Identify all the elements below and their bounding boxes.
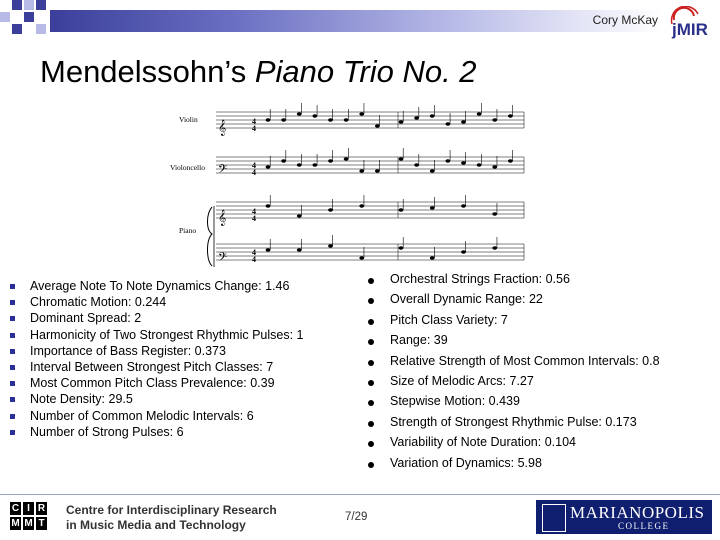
svg-text:4: 4 — [252, 214, 256, 223]
logo-letter: M — [11, 518, 20, 529]
feature-text: Relative Strength of Most Common Intervals: 0.8 — [390, 353, 660, 368]
list-item — [10, 392, 304, 408]
feature-text: Orchestral Strings Fraction: 0.56 — [390, 272, 570, 286]
round-bullet-icon — [368, 441, 374, 447]
round-bullet-icon — [368, 319, 374, 325]
round-bullet-icon — [368, 339, 374, 345]
square-bullet-icon — [10, 430, 15, 435]
feature-text: Pitch Class Variety: 7 — [390, 312, 508, 327]
crest-icon — [542, 504, 566, 532]
feature-text: Size of Melodic Arcs: 7.27 — [390, 373, 534, 388]
feature-text: Variability of Note Duration: 0.104 — [390, 435, 576, 450]
round-bullet-icon — [368, 380, 374, 386]
decor-square — [36, 24, 46, 34]
list-item — [368, 415, 660, 435]
features-left-list — [10, 279, 304, 441]
round-bullet-icon — [368, 421, 374, 427]
list-item — [10, 360, 304, 376]
college-sub: COLLEGE — [618, 521, 670, 531]
list-item — [10, 409, 304, 425]
jmir-logo — [668, 6, 716, 40]
college-name: MARIANOPOLIS — [570, 503, 705, 522]
cirmmt-line2: in Music Media and Technology — [66, 518, 246, 532]
list-item — [10, 425, 304, 441]
square-bullet-icon — [10, 316, 15, 321]
cirmmt-logo — [10, 502, 60, 532]
feature-text: Note Density: 29.5 — [30, 392, 133, 407]
feature-text: Importance of Bass Register: 0.373 — [30, 343, 226, 358]
title-plain: Mendelssohn’s — [40, 54, 255, 89]
square-bullet-icon — [10, 333, 15, 338]
svg-text:4: 4 — [252, 124, 256, 133]
list-item — [368, 374, 660, 394]
square-bullet-icon — [10, 397, 15, 402]
features-right-list — [368, 272, 660, 476]
square-bullet-icon — [10, 381, 15, 386]
logo-text: jMIR — [672, 20, 708, 39]
decor-square — [36, 0, 46, 10]
list-item — [10, 311, 304, 327]
music-score-image — [168, 102, 528, 274]
footer-divider — [0, 494, 720, 495]
decor-square — [12, 0, 22, 10]
feature-text: Number of Strong Pulses: 6 — [30, 424, 184, 439]
decor-square — [24, 0, 34, 10]
decor-square — [24, 12, 34, 22]
round-bullet-icon — [368, 400, 374, 406]
list-item — [368, 435, 660, 455]
list-item — [10, 328, 304, 344]
list-item — [368, 292, 660, 312]
square-bullet-icon — [10, 300, 15, 305]
title-italic: Piano Trio No. 2 — [254, 54, 477, 89]
header-bar — [0, 0, 720, 48]
header-gradient-bar — [50, 10, 662, 32]
instrument-label-violin: Violin — [179, 115, 198, 124]
svg-text:𝄞: 𝄞 — [218, 120, 227, 136]
feature-text: Dominant Spread: 2 — [30, 311, 142, 326]
feature-text: Harmonicity of Two Strongest Rhythmic Pulses: 1 — [30, 327, 304, 342]
round-bullet-icon — [368, 462, 374, 468]
list-item — [10, 376, 304, 392]
square-bullet-icon — [10, 365, 15, 370]
cirmmt-line1: Centre for Interdisciplinary Research — [66, 503, 277, 517]
logo-letter: R — [37, 503, 46, 514]
list-item — [10, 344, 304, 360]
list-item — [368, 354, 660, 374]
logo-letter: C — [11, 503, 20, 514]
marianopolis-logo — [536, 500, 712, 534]
feature-text: Range: 39 — [390, 333, 448, 348]
square-bullet-icon — [10, 349, 15, 354]
feature-text: Strength of Strongest Rhythmic Pulse: 0.173 — [390, 414, 637, 429]
svg-text:4: 4 — [252, 168, 256, 177]
feature-text: Interval Between Strongest Pitch Classes: 7 — [30, 359, 274, 374]
round-bullet-icon — [368, 278, 374, 284]
feature-text: Chromatic Motion: 0.244 — [30, 295, 167, 310]
svg-text:4: 4 — [252, 248, 256, 257]
instrument-label-cello: Violoncello — [170, 163, 205, 172]
svg-text:4: 4 — [252, 161, 256, 170]
svg-text:4: 4 — [252, 255, 256, 264]
svg-text:𝄞: 𝄞 — [218, 210, 227, 226]
svg-text:4: 4 — [252, 117, 256, 126]
logo-letter: T — [36, 517, 47, 530]
feature-text: Variation of Dynamics: 5.98 — [390, 455, 542, 470]
instrument-label-piano: Piano — [179, 226, 197, 235]
feature-text: Average Note To Note Dynamics Change: 1.46 — [30, 279, 290, 293]
round-bullet-icon — [368, 360, 374, 366]
list-item — [10, 295, 304, 311]
list-item — [368, 333, 660, 353]
feature-text: Number of Common Melodic Intervals: 6 — [30, 408, 254, 423]
square-bullet-icon — [10, 414, 15, 419]
list-item — [368, 394, 660, 414]
svg-text:𝄢: 𝄢 — [218, 163, 228, 179]
feature-text: Stepwise Motion: 0.439 — [390, 394, 520, 409]
round-bullet-icon — [368, 298, 374, 304]
jmir-logo-icon — [668, 6, 716, 40]
author-label: Cory McKay — [592, 13, 658, 27]
page-number: 7/29 — [345, 511, 368, 523]
feature-text: Overall Dynamic Range: 22 — [390, 292, 543, 307]
svg-text:4: 4 — [252, 207, 256, 216]
cirmmt-name — [66, 503, 277, 533]
decor-square — [0, 12, 10, 22]
svg-text:𝄢: 𝄢 — [218, 251, 228, 267]
list-item — [10, 279, 304, 295]
logo-letter: I — [23, 502, 34, 515]
list-item — [368, 313, 660, 333]
slide-title — [40, 54, 477, 90]
decor-square — [12, 24, 22, 34]
feature-text: Most Common Pitch Class Prevalence: 0.39 — [30, 376, 275, 391]
logo-letter: M — [24, 518, 33, 529]
list-item — [368, 272, 660, 292]
square-bullet-icon — [10, 284, 15, 289]
list-item — [368, 456, 660, 476]
